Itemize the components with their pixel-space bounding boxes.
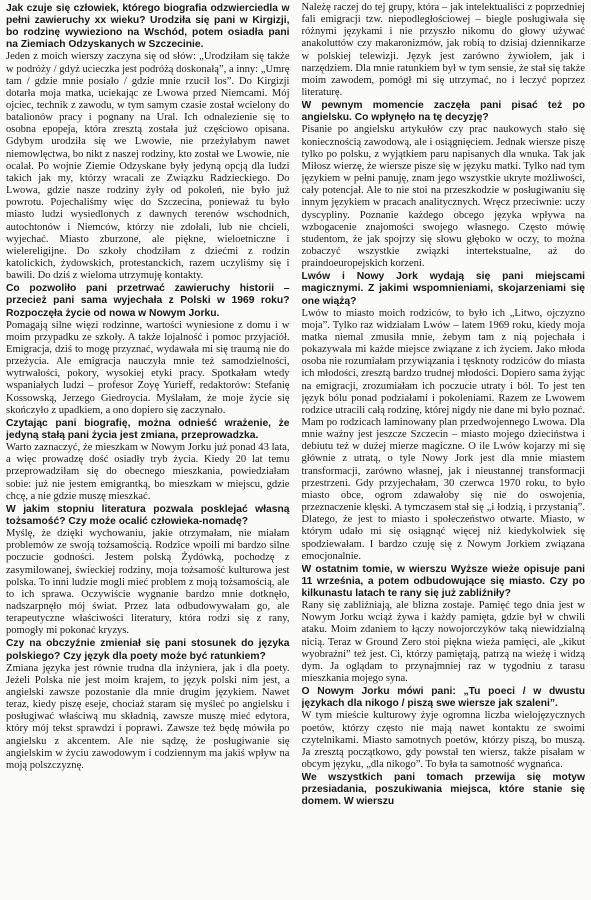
interview-answer: W tym mieście kulturowy żyje ogromna liczba wielojęzycznych poetów, którzy często nie mają nawet kontaktu ze swoimi czytelnikami. Miasto samotnych poetów, którzy piszą, bo muszą. Ja zresztą początkowo, gdy powstał ten wiersz, także pisałam w obcym języku, „dla nikogo”. To była ta samotność wygnańca. xyxy=(301,710,585,771)
interview-question: Jak czuje się człowiek, którego biografia odzwierciedla w pełni zawieruchy xx wieku? Urodziła się pani w Kirgizji, bo rodzinę wywieziono na Wschód, potem osiadła pani na Ziemiach Odzyskanych w Szczecinie. xyxy=(6,3,290,51)
interview-question: W pewnym momencie zaczęła pani pisać też po angielsku. Co wpłynęło na tę decyzję? xyxy=(301,100,585,124)
right-column xyxy=(302,2,586,900)
interview-answer: Należę raczej do tej grupy, która – jak intelektualiści z poprzedniej fali emigracji tzw. niepodległościowej – biegle posługiwała się różnymi językami i nie przyszło nikomu do głowy używać anakoluttów czy makaronizmów, jak robią to dzisiaj dziennikarze w polskiej telewizji. Język jest zarówno żywiołem, jak i narzędziem. Dla mnie ratunkiem był w tym sensie, że stał się także moim zawodem, pomógł mi się utrzymać, no i leczyć poprzez literaturę. xyxy=(301,2,585,99)
left-column xyxy=(6,2,290,900)
interview-answer: Zmiana języka jest równie trudna dla inżyniera, jak i dla poety. Jeżeli Polska nie jest moim krajem, to język polski nim jest, a angielski zawsze pozostanie dla mnie drugim językiem. Nawet teraz, kiedy piszę eseje, chociaż staram się myśleć po angielsku i posługiwać właściwą mu składnią, zawsze muszę mieć edytora, który mój tekst sprawdzi i poprawi. Zawsze też będę mówiła po angielsku z akcentem. Ale nie sądzę, że posługiwanie się angielskim w życiu zawodowym i codziennym ma jakiś wpływ na moją polszczyznę. xyxy=(6,662,290,771)
interview-answer: Rany się zabliźniają, ale blizna zostaje. Pamięć tego dnia jest w Nowym Jorku wciąż żywa i każdy pamięta, gdzie był w chwili ataku. Moim zdaniem to łączy nowojorczyków taką niewidzialną nicią. Teraz w Ground Zero stoi piękna wieża pamięci, ale „kikut wyobraźni” też jest. Ci, którzy pamiętają, patrzą na wieżę i widzą dym. Ja oglądam to przynajmniej raz w tygodniu z tarasu mieszkania mojego syna. xyxy=(301,600,585,685)
interview-answer: Warto zaznaczyć, że mieszkam w Nowym Jorku już ponad 43 lata, a więc prowadzę dość osiadły tryb życia. Kiedy 20 lat temu przeprowadziłam się do obecnego mieszkania, powiedziałam sobie: już nie jestem emigrantką, bo mieszkam w miejscu, gdzie chcę, a nie gdzie muszę mieszkać. xyxy=(6,442,290,502)
interview-answer: Pomagają silne więzi rodzinne, wartości wyniesione z domu i w moim przypadku ze szkoły. A także lojalność i pomoc przyjaciół. Emigracja, dziś to mogę przyznać, wydawała mi się traumą nie do przeżycia. Ale emigracja nauczyła mnie też samodzielności, wytrwałości, pokory, wysokiej etyki pracy. Spotkałam wtedy wspaniałych ludzi – profesor Zoyę Yurieff, redaktorów: Stefanię Kossowską, Jerzego Giedroycia. Myślałam, że moje życie się skończyło z upadkiem, a ono dopiero się zaczynało. xyxy=(6,319,290,416)
interview-answer: Myślę, że dzięki wychowaniu, jakie otrzymałam, nie miałam problemów ze swoją tożsamością. Rodzice wpoili mi bardzo silne poczucie godności. Jestem polską Żydówką, pochodzę z zasymilowanej, świeckiej rodziny, moja tożsamość kulturowa jest polska. To inni ludzie mogli mieć problem z moją tożsamością, ale to ich sprawa. Oczywiście wygnanie bardzo mnie dotknęło, nadszarpnęło mój świat. Przez lata odbudowywałam go, ale terapeutyczne właściwości literatury, która rodzi się z rany, pomogły mi pokonać kryzys. xyxy=(6,528,290,637)
interview-answer: Lwów to miasto moich rodziców, to było ich „Litwo, ojczyzno moja”. Tylko raz widziałam Lwów – latem 1969 roku, kiedy moja matka niemal zmusiła mnie, żebym tam z nią pojechała i pokazywała mi każde miejsce związane z ich życiem. Jako młoda osoba nie rozumiałam przywiązania i tęsknoty rodziców do miasta ich młodości, zresztą bardzo trudnej młodości. Dopiero sama żyjąc na emigracji, zrozumiałam ich poczucie utraty i ból. To jest ten język bólu ponad podziałami i pokoleniami. Razem ze Lwowem rodzice utracili całą rodzinę, której nigdy nie dane mi było poznać. Mam po rodzicach laminowany plan przedwojennego Lwowa. Dla mnie ważny jest jeszcze Szczecin – miasto mojego dzieciństwa i debiutu też w dużej mierze magiczne. O ile Lwów kojarzy mi się głównie z utratą, o tyle Nowy Jork jest dla mnie miastem transformacji, zarówno własnej, jak i nieustannej transformacji przestrzeni. Gdy przyjechałam, 30 czerwca 1970 roku, to było miasto obce, ogrom zdawałoby się nie do oswojenia, przeznaczenie klęski. A tymczasem stał się „i łodzią, i przystanią”. Dlatego, że jest to miasto i społeczeństwo otwarte. Miasto, w którym udało mi się osiągnąć więcej niż kiedykolwiek się spodziewałam. I bardzo czuję się z Nowym Jorkiem związana emocjonalnie. xyxy=(301,307,585,562)
interview-question: Co pozwoliło pani przetrwać zawieruchy historii – przecież pani sama wyjechała z Polski w 1969 roku? Rozpoczęła życie od nowa w Nowym Jorku. xyxy=(6,283,290,319)
interview-question: W ostatnim tomie, w wierszu Wyższe wieże opisuje pani 11 września, a potem odbudowujące się miasto. Czy po kilkunastu latach te rany się już zabliźniły? xyxy=(301,563,585,600)
interview-question: Lwów i Nowy Jork wydają się pani miejscami magicznymi. Z jakimi wspomnieniami, skojarzeniami się one wiążą? xyxy=(301,271,585,307)
interview-question: Czytając pani biografię, można odnieść wrażenie, że jedyną stałą pani życia jest zmiana, przeprowadzka. xyxy=(6,417,290,441)
interview-question: W jakim stopniu literatura pozwala posklejać własną tożsamość? Czy może ocalić człowieka-nomadę? xyxy=(6,503,290,527)
interview-question: Czy na obczyźnie zmieniał się pani stosunek do języka polskiego? Czy język dla poety może być ratunkiem? xyxy=(6,638,290,662)
interview-answer: Jeden z moich wierszy zaczyna się od słów: „Urodziłam się także w podróży / gdyż ucieczka jest podróżą doskonałą”, a inny: „Umrę tam / gdzie mnie posiało / gdzie mnie rzucił los”. Do Kirgizji dotarła moja matka, uciekając ze Lwowa przed Niemcami. Mój ojciec, technik z zawodu, w tym samym czasie został wcielony do batalionów pracy i pognany na Ural. Ich odnalezienie się to osobna epopeja, która zresztą została już częściowo opisana. Gdybym urodziła się we Lwowie, nie przeżyłabym nawet niemowlęctwa, bo nikt z naszej rodziny, kto został we Lwowie, nie ocalał. Po wojnie Ziemie Odzyskane były jedyną opcją dla ludzi takich jak my, którzy wracali ze Związku Radzieckiego. Do Lwowa, gdzie nasze rodziny żyły od pokoleń, nie było już powrotu. Pojechaliśmy więc do Szczecina, ponieważ tu było miasto ludzi wysiedlonych z dawnych terenów wschodnich, autochtonów i Niemców, którzy nie zdołali, lub nie chcieli, wyjechać. Miasto zburzone, ale piękne, wieloetniczne i wielereligijne. Do szkoły chodziłam z dziećmi z rodzin katolickich, żydowskich, protestanckich, razem uczyliśmy się i bawili. Do dziś z wieloma utrzymuję kontakty. xyxy=(6,51,290,282)
interview-answer: Pisanie po angielsku artykułów czy prac naukowych stało się koniecznością zawodową, ale i osiągnięciem. Jednak wiersze piszę tylko po polsku, z wyjątkiem paru napisanych dla wnuka. Tak jak Miłosz wierzę, że wiersze pisze się w języku matki. Tylko nad tym językiem w pełni panuję, znam jego wszystkie ukryte możliwości, cały potencjał. Ale to nie stoi na przeszkodzie w posługiwaniu się innym językiem w pracach analitycznych. Wręcz przeciwnie: uczy dyscypliny. Poznanie każdego obcego języka wpływa na wzbogacenie znajomości swojego własnego. Często mówię studentom, że jak spojrzy się słowu głęboko w oczy, to można zobaczyć wszystkie związki intertekstualne, aż do praindoeuropejskich korzeni. xyxy=(301,124,585,270)
interview-question: O Nowym Jorku mówi pani: „Tu poeci / w dwustu językach dla nikogo / piszą swe wiersze jak szaleni”. xyxy=(301,686,585,710)
interview-question: We wszystkich pani tomach przewija się motyw przesiadania, poszukiwania miejsca, które stanie się domem. W wierszu xyxy=(301,772,585,808)
